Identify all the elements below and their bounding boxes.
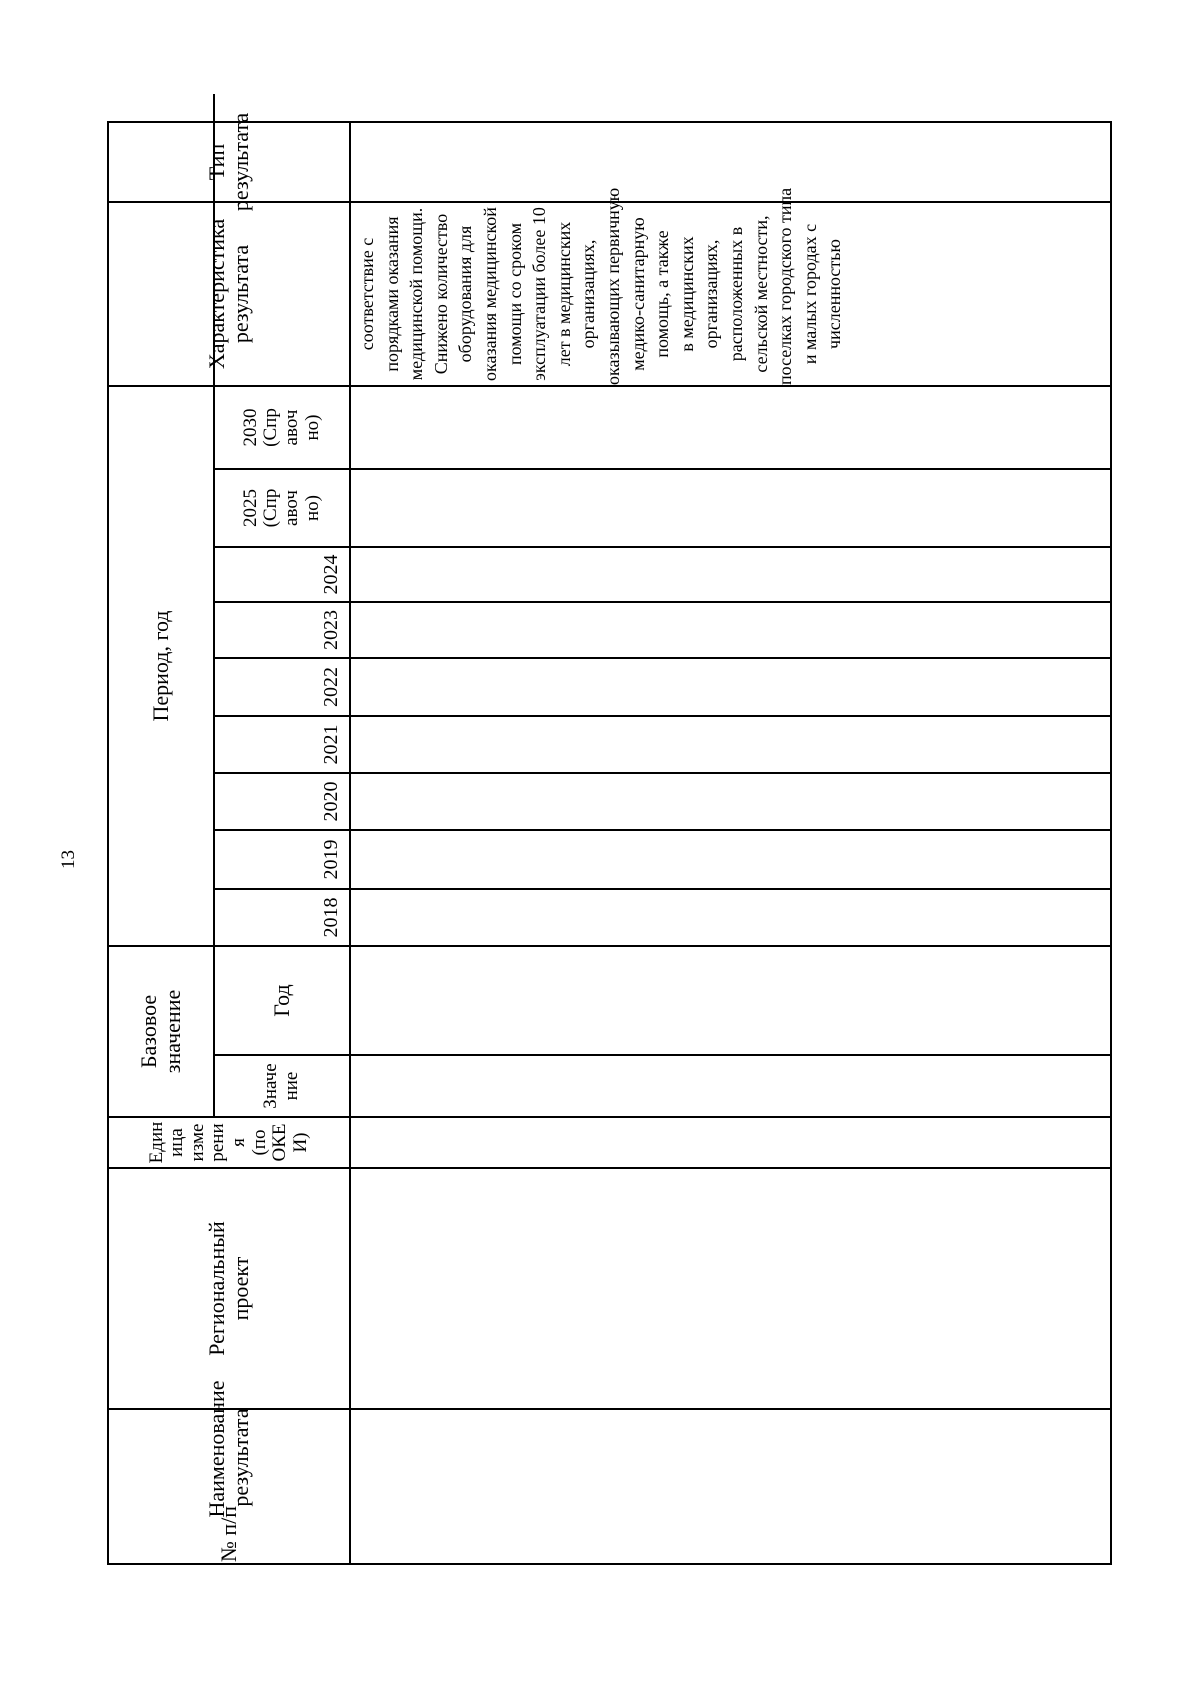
header-type: Тип результата bbox=[204, 112, 253, 212]
header-base-value-value bbox=[215, 1056, 349, 1116]
year-2030-line: (Спр bbox=[260, 408, 282, 447]
characteristic-line: оборудования для bbox=[455, 225, 476, 363]
header-base-value: Базовое значение bbox=[136, 989, 185, 1074]
unit-line: Един bbox=[145, 1121, 167, 1164]
header-year-2019: 2019 bbox=[320, 839, 343, 880]
unit-line: рени bbox=[207, 1123, 229, 1162]
header-unit bbox=[109, 1118, 349, 1167]
header-year-2025 bbox=[215, 470, 349, 546]
year-2025-line: (Спр bbox=[260, 488, 282, 528]
unit-line: ица bbox=[166, 1128, 188, 1157]
characteristic-line: организациях, bbox=[701, 239, 722, 349]
header-year-2024: 2024 bbox=[320, 554, 343, 595]
table-border-bottom bbox=[1110, 123, 1112, 1565]
header-year-2021: 2021 bbox=[320, 724, 343, 765]
header-year-2020: 2020 bbox=[320, 781, 343, 822]
characteristic-line: в медицинских bbox=[676, 236, 697, 352]
base-value-line: ние bbox=[281, 1071, 302, 1101]
characteristic-line: поселках городского типа bbox=[775, 187, 796, 385]
unit-line: (по bbox=[248, 1129, 270, 1156]
unit-line: ОКЕ bbox=[269, 1123, 291, 1162]
characteristic-line: оказания медицинской bbox=[480, 207, 500, 381]
year-2025-line: 2025 bbox=[239, 489, 261, 528]
characteristic-line: оказывающих первичную bbox=[603, 187, 623, 385]
year-2025-line: авоч bbox=[281, 490, 302, 526]
characteristic-line: эксплуатации более 10 bbox=[529, 207, 550, 381]
characteristic-line: Снижено количество bbox=[430, 213, 451, 375]
header-year-2030 bbox=[215, 387, 349, 468]
header-project: Региональный проект bbox=[204, 1221, 253, 1356]
unit-line: я bbox=[228, 1138, 249, 1147]
header-year-2018: 2018 bbox=[320, 897, 343, 938]
header-year-2022: 2022 bbox=[320, 667, 343, 707]
header-period: Период, год bbox=[148, 610, 174, 722]
characteristic-line: численностью bbox=[824, 239, 845, 349]
characteristic-line: соответствие с bbox=[357, 237, 377, 351]
characteristic-line: помощи со сроком bbox=[504, 222, 525, 366]
page-number: 13 bbox=[58, 850, 79, 869]
year-2030-line: авоч bbox=[281, 409, 302, 446]
characteristic-line: и малых городах с bbox=[799, 223, 820, 365]
characteristic-line: медико-санитарную bbox=[627, 217, 648, 371]
characteristic-line: медицинской помощи. bbox=[406, 207, 427, 381]
characteristic-line: порядками оказания bbox=[381, 216, 402, 372]
characteristic-line: помощь, а также bbox=[652, 230, 673, 358]
header-base-year: Год bbox=[269, 984, 295, 1017]
year-2030-line: 2030 bbox=[239, 408, 261, 447]
header-year-2023: 2023 bbox=[320, 610, 343, 650]
year-2030-line: но) bbox=[301, 414, 323, 441]
characteristic-line: организациях, bbox=[578, 239, 599, 349]
header-characteristic: Характеристика результата bbox=[204, 218, 253, 370]
header-num: № п/п bbox=[216, 1505, 242, 1563]
table-header-bottom bbox=[349, 123, 351, 1565]
header-name: Наименование результата bbox=[204, 1380, 253, 1518]
base-value-line: Значе bbox=[260, 1063, 282, 1109]
year-2025-line: но) bbox=[301, 495, 323, 522]
characteristic-line: лет в медицинских bbox=[553, 221, 574, 367]
characteristic-text bbox=[352, 187, 1102, 385]
characteristic-line: сельской местности, bbox=[750, 215, 771, 373]
table-border-left bbox=[107, 1563, 1112, 1565]
unit-line: изме bbox=[186, 1123, 208, 1162]
characteristic-line: расположенных в bbox=[726, 226, 746, 362]
unit-line: И) bbox=[289, 1132, 311, 1153]
